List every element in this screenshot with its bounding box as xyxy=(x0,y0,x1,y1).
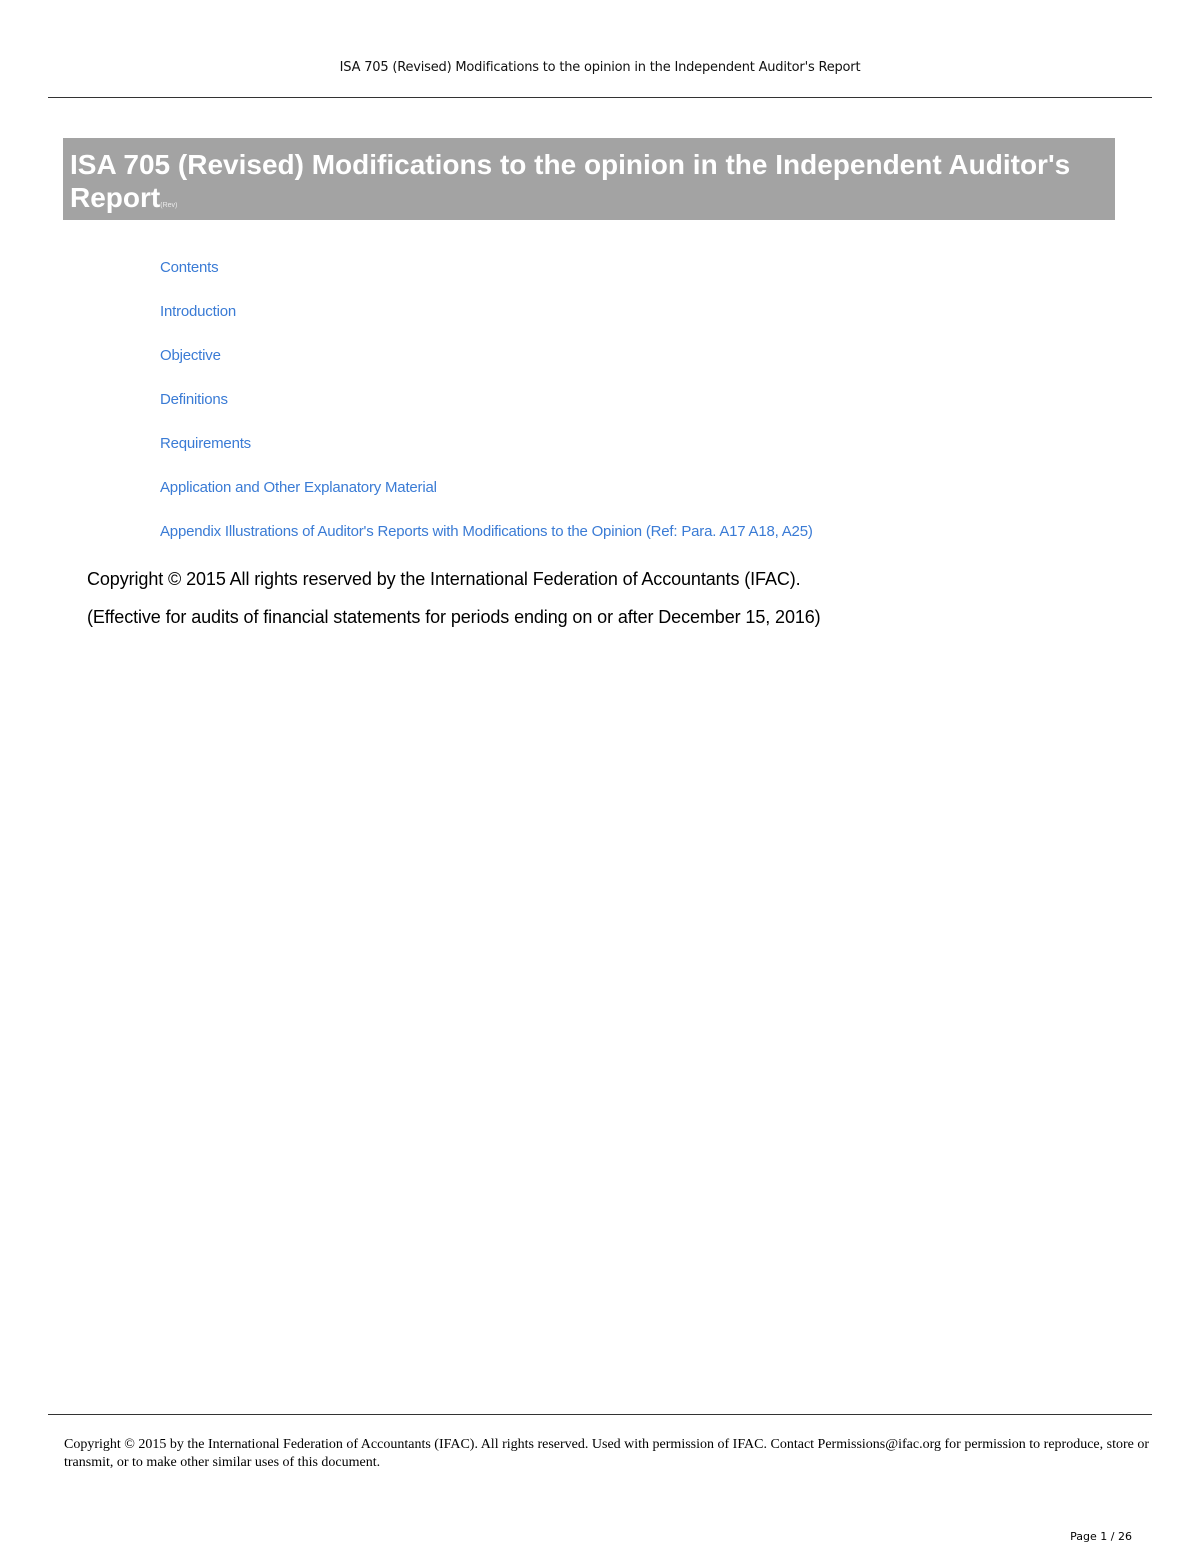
table-of-contents xyxy=(160,258,813,566)
toc-item-introduction xyxy=(160,302,813,346)
toc-item-contents xyxy=(160,258,813,302)
page-title-text: ISA 705 (Revised) Modifications to the opinion in the Independent Auditor's Report xyxy=(70,149,1071,213)
toc-link-requirements[interactable]: Requirements xyxy=(160,435,251,452)
toc-item-definitions xyxy=(160,390,813,434)
page-title xyxy=(70,148,1107,222)
title-marker: (Rev) xyxy=(160,202,178,209)
toc-link-contents[interactable]: Contents xyxy=(160,259,219,276)
toc-link-appendix[interactable]: Appendix Illustrations of Auditor's Reports with Modifications to the Opinion (Ref: Para. A17 A18, A25) xyxy=(160,523,813,540)
toc-link-objective[interactable]: Objective xyxy=(160,347,221,364)
effective-date-statement: (Effective for audits of financial statements for periods ending on or after December 15, 2016) xyxy=(87,607,821,627)
toc-item-appendix xyxy=(160,522,813,566)
footer-copyright: Copyright © 2015 by the International Federation of Accountants (IFAC). All rights reserved. Used with permission of IFAC. Contact Permissions@ifac.org for permission to reproduce, store or transmit, or to make other similar uses of this document. xyxy=(64,1437,1150,1470)
toc-item-requirements xyxy=(160,434,813,478)
toc-link-definitions[interactable]: Definitions xyxy=(160,391,228,408)
header-divider xyxy=(48,97,1152,98)
copyright-statement: Copyright © 2015 All rights reserved by the International Federation of Accountants (IFAC). xyxy=(87,569,801,589)
toc-link-introduction[interactable]: Introduction xyxy=(160,303,236,320)
footer-divider xyxy=(48,1414,1152,1415)
toc-item-objective xyxy=(160,346,813,390)
toc-link-application[interactable]: Application and Other Explanatory Material xyxy=(160,479,437,496)
title-banner xyxy=(63,138,1115,220)
toc-item-application xyxy=(160,478,813,522)
page-number: Page 1 / 26 xyxy=(1070,1530,1132,1543)
running-header-title: ISA 705 (Revised) Modifications to the opinion in the Independent Auditor's Report xyxy=(339,60,861,75)
